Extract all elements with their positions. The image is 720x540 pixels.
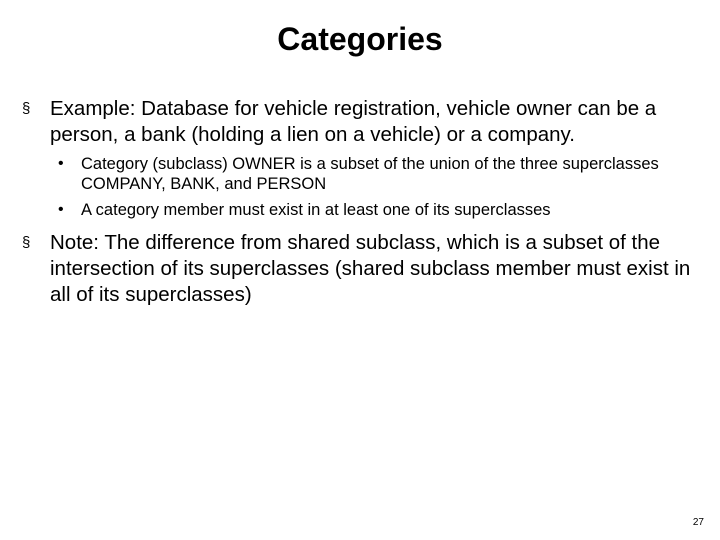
subbullet-category-member <box>58 200 710 220</box>
slide-title: Categories <box>277 21 443 57</box>
bullet-note <box>20 230 710 308</box>
subbullet-category-definition <box>58 154 710 194</box>
bullet-example <box>20 96 710 148</box>
dot-bullet-icon: • <box>58 155 64 172</box>
page-number: 27 <box>692 517 704 528</box>
section-bullet-icon: § <box>22 234 31 251</box>
section-bullet-icon: § <box>22 100 31 117</box>
subbullet-category-member-text: A category member must exist in at least one of its superclasses <box>81 201 551 219</box>
slide-content <box>20 96 710 314</box>
subbullet-category-definition-text: Category (subclass) OWNER is a subset of the union of the three superclasses COMPANY, BANK, and PERSON <box>81 155 659 193</box>
dot-bullet-icon: • <box>58 201 64 218</box>
bullet-note-text: Note: The difference from shared subclass, which is a subset of the intersection of its superclasses (shared subclass member must exist in all of its superclasses) <box>50 231 691 306</box>
example-subbullets <box>20 154 710 220</box>
bullet-example-text: Example: Database for vehicle registration, vehicle owner can be a person, a bank (holding a lien on a vehicle) or a company. <box>50 97 657 146</box>
